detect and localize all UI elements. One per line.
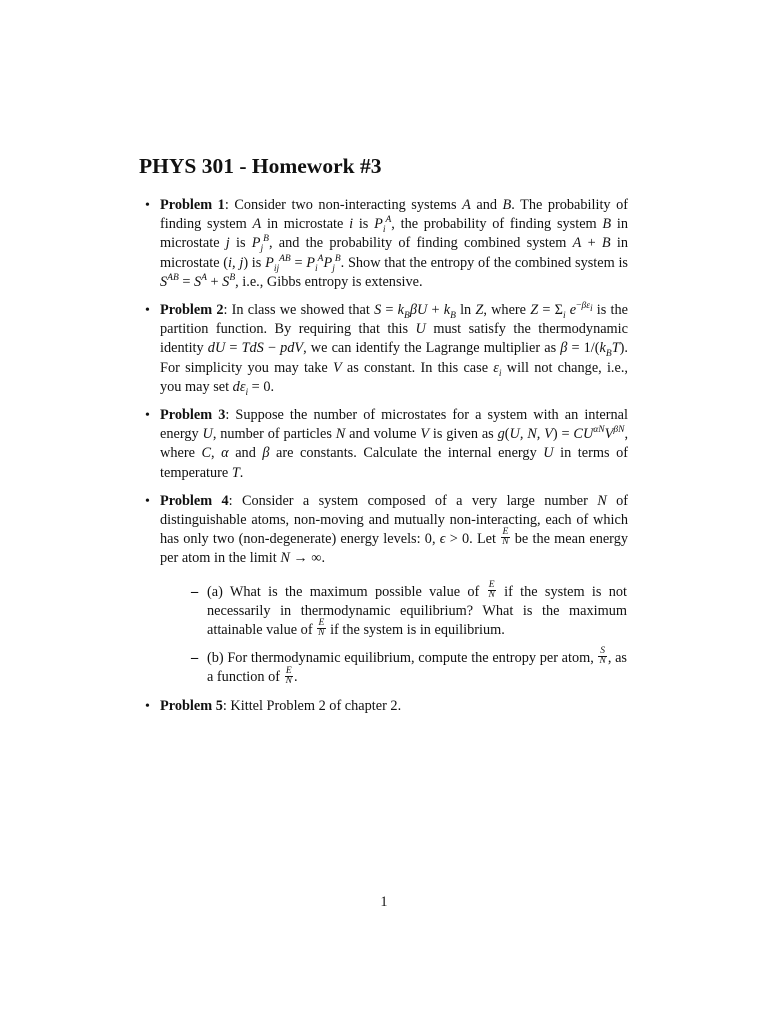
problem-label: Problem 1	[160, 197, 225, 213]
problem-list	[160, 196, 628, 725]
problem-label: Problem 5	[160, 697, 223, 714]
page-number: 1	[380, 894, 388, 910]
problem-text: : Consider a system composed of a very large number N of distinguishable atoms, non-moving and mutually non-interacting, each of which has only two (non-degenerate) energy levels: 0, ϵ > 0. Let $\frac{E}{N}$ be the mean energy per atom in the limit N → ∞.	[160, 492, 629, 567]
problem-item	[160, 406, 628, 483]
problem-label: Problem 4	[160, 492, 229, 509]
problem-item	[160, 492, 628, 688]
problem-text: : Kittel Problem 2 of chapter 2.	[222, 697, 402, 714]
document-title: PHYS 301 - Homework #3	[139, 154, 382, 178]
subpart-item: – (a) What is the maximum possible value of $\frac{E}{N}$ if the system is not necessarily in thermodynamic equilibrium? What is the maximum attainable value of $\frac{E}{N}$ if the system is in equilibrium.	[207, 583, 627, 641]
problem-text: : In class we showed that $S = k_B\beta U + k_B$ ln Z, where $Z = \Sigma_i$ $e^{-\beta\varepsilon_i}$ is the partition function. By requiring that this U must satisfy the thermodynamic identity dU = TdS − pdV, we can identify the Lagrange multiplier as $\beta = 1/(k_BT)$. For simplicity you may take V as constant. In this case $\varepsilon_i$ will not change, i.e., you may set $d\varepsilon_i = 0$.	[160, 301, 628, 398]
problem-item	[160, 301, 628, 397]
problem-text: : Suppose the number of microstates for a system with an internal energy U, number of particles N and volume V is given as g(U, N, $V) = CU^{\alpha N}V^{\beta N}$, where C, α and β are constants. Calculate the internal energy U in terms of temperature T.	[160, 407, 629, 481]
problem-item	[160, 196, 628, 292]
subpart-item: – (b) For thermodynamic equilibrium, compute the entropy per atom, $\frac{S}{N}$ , as a function of $\frac{E}{N}$ .	[207, 649, 627, 687]
subpart-list	[207, 579, 627, 688]
problem-label: Problem 2	[160, 302, 224, 319]
problem-label: Problem 3	[160, 407, 226, 424]
problem-text: : Consider two non-interacting systems A and B. The probability of finding system A in microstate i is $P_i^A$, the probability of finding system B in microstate j is $P_j^B$, and the probability of finding combined system A + B in microstate (i, j) is $P_{ij}^{AB} = P_i^AP_j^B$. Show that the entropy of the combined system is $S^{AB} = S^A + S^B$, i.e., Gibbs entropy is extensive.	[160, 197, 629, 290]
problem-item	[160, 697, 628, 716]
